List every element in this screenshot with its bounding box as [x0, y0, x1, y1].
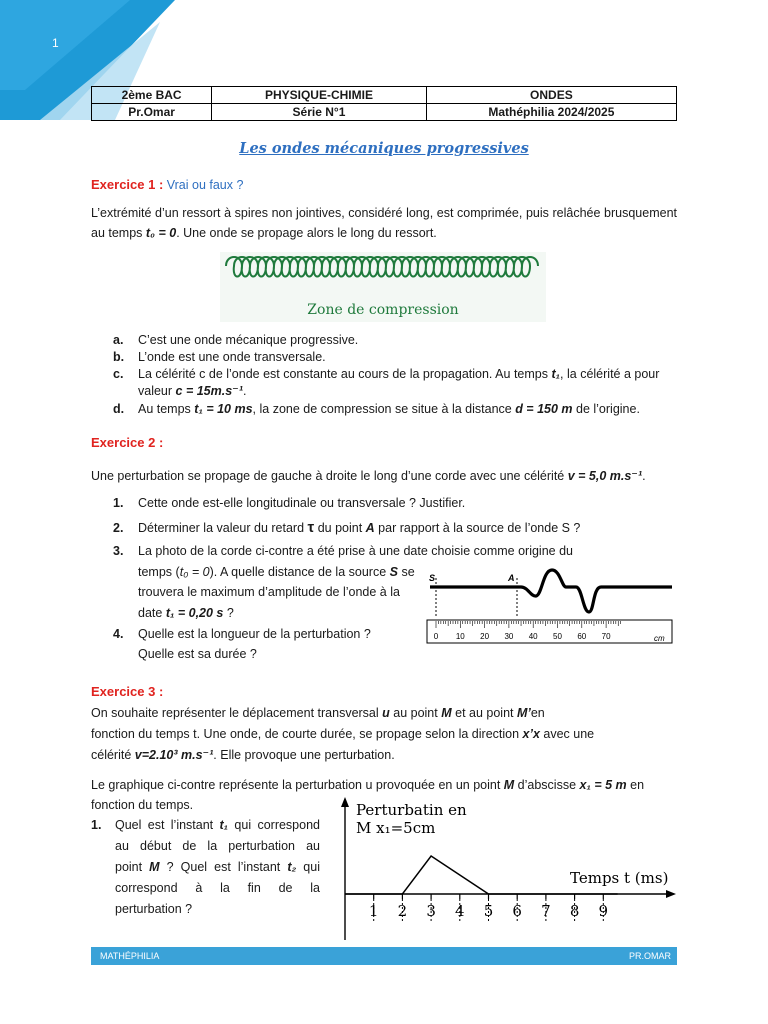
- header-year: Mathéphilia 2024/2025: [426, 104, 676, 121]
- chart-x-tick-label: 7: [541, 902, 551, 920]
- exercise-3-label: Exercice 3 :: [91, 684, 164, 699]
- chart-x-tick-label: 2: [397, 902, 408, 920]
- exercise-1-label: Exercice 1 :: [91, 177, 164, 192]
- header-level: 2ème BAC: [92, 87, 212, 104]
- ruler-tick-label: 20: [480, 632, 490, 641]
- chart-ylabel-line1: Perturbatin en: [356, 801, 467, 819]
- chart-x-tick-label: 8: [569, 902, 580, 920]
- exercise-1-intro: L’extrémité d’un ressort à spires non jointives, considéré long, est comprimée, puis relâchée brusquement au temps t₀ = 0. Une onde se propage alors le long du ressort.: [91, 206, 677, 240]
- chart-x-arrow: [666, 890, 676, 898]
- page-number: 1: [52, 36, 59, 50]
- header-subject: PHYSIQUE-CHIMIE: [212, 87, 427, 104]
- rope-label-s: S: [429, 573, 436, 583]
- footer-right: PR.OMAR: [628, 951, 671, 961]
- exercise-2-intro: Une perturbation se propage de gauche à droite le long d’une corde avec une célérité v = 5,0 m.s⁻¹.: [91, 469, 646, 483]
- chart-x-tick-label: 4: [455, 902, 465, 920]
- chart-ylabel-line2: M x₁=5cm: [356, 819, 436, 837]
- header-table: [91, 86, 677, 121]
- chart-x-tick-label: 5: [483, 902, 494, 920]
- ruler-unit: cm: [654, 634, 665, 643]
- footer-left: MATHÉPHILIA: [100, 951, 160, 961]
- header-series: Série N°1: [212, 104, 427, 121]
- exercise-3-intro: On souhaite représenter le déplacement transversal u au point M et au point M’en fonction du temps t. Une onde, de courte durée, se propage selon la direction x’x avec une célérité v=2.10³ m.s⁻¹. Elle provoque une perturbation.: [91, 706, 595, 762]
- exercise-2-questions: 1. Cette onde est-elle longitudinale ou transversale ? Justifier. 2. Déterminer la valeur du retard τ du point A par rapport à la source de l’onde S ? 3. La photo de la corde ci-contre a été prise à une date choisie comme origine du temps (t₀ = 0). A quelle distance de la source S se trouvera le maximum d’amplitude de l’onde à la date t₁ = 0,20 s ? 4. Quelle est la longueur de la perturbation ? Quelle est sa durée ?: [113, 496, 581, 661]
- chart-x-tick-label: 3: [426, 902, 436, 920]
- chart-y-arrow: [341, 797, 349, 807]
- page-title: Les ondes mécaniques progressives: [239, 140, 529, 157]
- ruler-tick-label: 40: [528, 632, 538, 641]
- footer-bar: [91, 947, 677, 965]
- exercise-3-questions: 1. Quel est l’instant t₁ qui correspond au début de la perturbation au point M ? Quel est l’instant t₂ qui correspond à la fin de la perturbation ?: [91, 818, 320, 916]
- rope-figure: [426, 568, 674, 646]
- spring-coils: [220, 252, 546, 294]
- perturbation-chart: [332, 795, 677, 940]
- exercise-1-heading: [91, 177, 243, 192]
- chart-x-tick-label: 1: [368, 902, 379, 920]
- exercise-1-items: a. C’est une onde mécanique progressive. b. L’onde est une onde transversale. c. La célérité c de l’onde est constante au cours de la propagation. Au temps t₁, la célérité a pour valeur c = 15m.s⁻¹. d. Au temps t₁ = 10 ms, la zone de compression se situe à la distance d = 150 m de l’origine.: [113, 333, 660, 416]
- ruler-tick-label: 10: [455, 632, 465, 641]
- chart-x-tick-label: 9: [598, 902, 609, 920]
- ruler-tick-label: 60: [577, 632, 587, 641]
- spring-figure: [220, 252, 546, 322]
- ruler-tick-label: 50: [553, 632, 562, 641]
- ruler-tick-label: 0: [433, 632, 439, 641]
- ruler-tick-label: 30: [504, 632, 514, 641]
- chart-xlabel: Temps t (ms): [570, 869, 669, 887]
- exercise-1-subtitle: Vrai ou faux ?: [166, 178, 244, 192]
- chart-x-tick-label: 6: [512, 902, 522, 920]
- spring-caption: Zone de compression: [307, 302, 459, 318]
- exercise-3-graph-intro: Le graphique ci-contre représente la perturbation u provoquée en un point M d’abscisse x₁ = 5 m en fonction du temps.: [91, 778, 645, 812]
- exercise-2-label: Exercice 2 :: [91, 435, 164, 450]
- ruler-tick-label: 70: [601, 632, 611, 641]
- header-teacher: Pr.Omar: [92, 104, 212, 121]
- rope-label-a: A: [508, 573, 515, 583]
- header-topic: ONDES: [426, 87, 676, 104]
